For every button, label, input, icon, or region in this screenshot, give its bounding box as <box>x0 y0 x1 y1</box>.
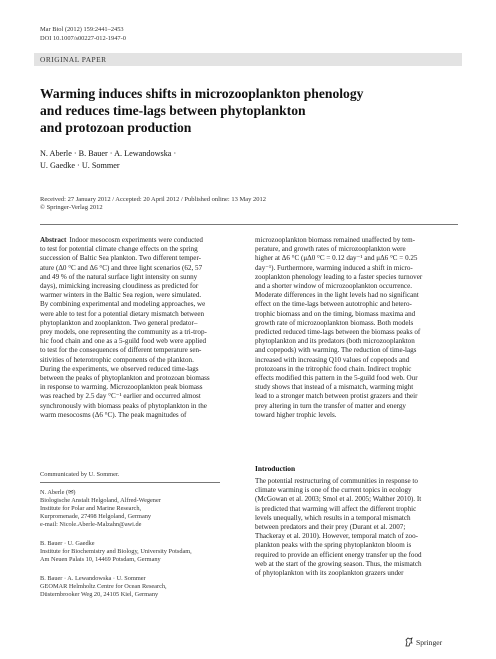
text-line: During the experiments, we observed reduced time-lags <box>40 364 199 373</box>
text-line: trophic biomass and on the timing, biomass maxima and <box>255 309 416 318</box>
paper-title <box>40 86 460 136</box>
affiliation-line: Düsternbrooker Weg 20, 24105 Kiel, Germany <box>40 591 159 599</box>
text-line: of phytoplankton with its zooplankton grazers under <box>255 569 404 578</box>
text-line: Thackeray et al. 2010). However, temporal match of zoo- <box>255 532 419 541</box>
journal-header <box>40 26 126 43</box>
text-line: was reached by 2.5 day °C⁻¹ earlier and occurred almost <box>40 392 201 401</box>
abstract-continued <box>255 236 460 420</box>
doi: DOI 10.1007/s00227-012-1947-0 <box>40 34 126 42</box>
affiliation-line: e-mail: Nicole.Aberle-Malzahn@awi.de <box>40 521 142 529</box>
title-line: and protozoan production <box>40 119 192 135</box>
text-line: microzooplankton biomass remained unaffected by tem- <box>255 236 416 244</box>
text-line: effect on the time-lags between autotrophic and hetero- <box>255 300 412 309</box>
text-line: toward higher trophic levels. <box>255 410 337 419</box>
text-line: warm mesocosms (Δ6 °C). The peak magnitudes of <box>40 410 187 419</box>
text-line: plankton peaks with the spring phytoplankton bloom is <box>255 541 412 550</box>
date-history: Received: 27 January 2012 / Accepted: 20 April 2012 / Published online: 13 May 2012 <box>40 196 267 203</box>
text-line: synchronously with biomass peaks of phytoplankton in the <box>40 401 207 410</box>
text-line: is predicted that warming will affect the different trophic <box>255 504 417 513</box>
footnote-divider <box>40 482 220 483</box>
text-line: to test for the consequences of different temperature sen- <box>40 346 202 355</box>
affiliation-line: B. Bauer · U. Gaedke <box>40 540 95 547</box>
springer-horse-icon <box>404 637 414 647</box>
text-line: Moderate differences in the light levels had no significant <box>255 291 419 300</box>
text-line: were able to test for a potential dietary mismatch between <box>40 309 205 318</box>
affiliation-3 <box>40 575 167 599</box>
affiliation-line: Am Neuen Palais 10, 14469 Potsdam, Germany <box>40 556 161 564</box>
author-line: N. Aberle · B. Bauer · A. Lewandowska · <box>40 149 177 158</box>
affiliation-line: Institute for Polar and Marine Research, <box>40 505 142 513</box>
text-line: protozoans in the tritrophic food chain. Indirect trophic <box>255 364 412 373</box>
affiliation-line: N. Aberle (✉) <box>40 489 76 496</box>
text-line: days), mimicking increasing cloudiness as predicted for <box>40 282 199 291</box>
text-line: study shows that instead of a mismatch, warming might <box>255 383 414 392</box>
affiliation-1 <box>40 489 161 529</box>
abstract-line: Abstract Indoor mesocosm experiments were conducted <box>40 236 203 244</box>
publisher-name: Springer <box>416 637 443 647</box>
text-line: prey altering in turn the transfer of matter and energy <box>255 401 406 410</box>
text-line: required to provide an efficient energy transfer up the food <box>255 550 422 559</box>
affiliation-line: GEOMAR Helmholtz Centre for Ocean Research, <box>40 583 167 591</box>
text-line: and 49 % of the natural surface light intensity on sunny <box>40 272 198 281</box>
introduction-heading: Introduction <box>255 464 296 473</box>
text-line: to test for potential climate change effects on the spring <box>40 245 198 254</box>
text-line: The potential restructuring of communities in response to <box>255 477 418 485</box>
text-line: perature, and growth rates of microzooplankton were <box>255 245 406 254</box>
text-line: effects modified this pattern in the 5-guild food web. Our <box>255 374 418 383</box>
text-line: higher at Δ6 °C (μΔ0 °C = 0.12 day⁻¹ and μΔ6 °C = 0.25 <box>255 254 418 263</box>
affiliation-line: Biologische Anstalt Helgoland, Alfred-Wegener <box>40 497 161 505</box>
text-line: lead to a stronger match between protist grazers and their <box>255 392 418 401</box>
text-line: day⁻¹). Furthermore, warming induced a shift in micro- <box>255 263 413 272</box>
text-line: hic food chain and one as a 5-guild food web were applied <box>40 337 207 346</box>
text-line: warmer winters in the Baltic Sea region, were simulated. <box>40 291 202 300</box>
publication-dates <box>40 196 266 213</box>
journal-citation: Mar Biol (2012) 159:2441–2453 <box>40 26 124 33</box>
text-line: levels unequally, which results in a temporal mismatch <box>255 513 411 522</box>
divider <box>40 224 458 225</box>
communicated-by: Communicated by U. Sommer. <box>40 471 120 478</box>
text-line: prey models, one representing the community as a tri-trop- <box>40 328 207 337</box>
author-line: U. Gaedke · U. Sommer <box>40 160 120 170</box>
text-line: growth rate of microzooplankton biomass. Both models <box>255 318 414 327</box>
text-line: increased with increasing Q10 values of copepods and <box>255 355 410 364</box>
text-line: between the peaks of phytoplankton and protozoan biomass <box>40 374 210 383</box>
text-line: phytoplankton and zooplankton. Two general predator– <box>40 318 198 327</box>
text-line: zooplankton phenology leading to a faster species turnover <box>255 272 423 281</box>
affiliation-line: B. Bauer · A. Lewandowska · U. Sommer <box>40 575 146 582</box>
text-line: predicted reduced time-lags between the biomass peaks of <box>255 328 421 337</box>
copyright: © Springer-Verlag 2012 <box>40 204 103 212</box>
paper-type-banner: ORIGINAL PAPER <box>34 53 462 66</box>
text-line: climate warming is one of the current topics in ecology <box>255 486 412 495</box>
publisher-logo <box>404 637 442 647</box>
text-line: and copepods) with warming. The reduction of time-lags <box>255 346 417 355</box>
introduction-text <box>255 477 460 578</box>
text-line: succession of Baltic Sea plankton. Two different temper- <box>40 254 202 263</box>
affiliation-line: Kurpromenade, 27498 Helgoland, Germany <box>40 513 152 521</box>
text-line: sitivities of heterotrophic components of the plankton. <box>40 355 194 364</box>
text-line: in response to warming. Microzooplankton peak biomass <box>40 383 203 392</box>
text-line: and a shorter window of microzooplankton occurrence. <box>255 282 412 291</box>
author-list <box>40 148 176 171</box>
affiliation-line: Institute for Biochemistry and Biology, University Potsdam, <box>40 548 192 556</box>
text-line: ature (Δ0 °C and Δ6 °C) and three light scenarios (62, 57 <box>40 263 203 272</box>
text-line: phytoplankton and its predators (both microzooplankton <box>255 337 415 346</box>
text-line: between predators and their prey (Durant et al. 2007; <box>255 523 406 532</box>
abstract-label: Abstract <box>40 236 67 244</box>
text-line: By combining experimental and modeling approaches, we <box>40 300 206 309</box>
affiliation-2 <box>40 540 192 564</box>
title-line: Warming induces shifts in microzooplankton phenology <box>40 86 364 101</box>
text-line: (McGowan et al. 2003; Smol et al. 2005; Walther 2010). It <box>255 495 422 504</box>
title-line: and reduces time-lags between phytoplankton <box>40 102 306 118</box>
abstract <box>40 236 247 420</box>
text-line: web at the start of the growing season. Thus, the mismatch <box>255 559 422 568</box>
